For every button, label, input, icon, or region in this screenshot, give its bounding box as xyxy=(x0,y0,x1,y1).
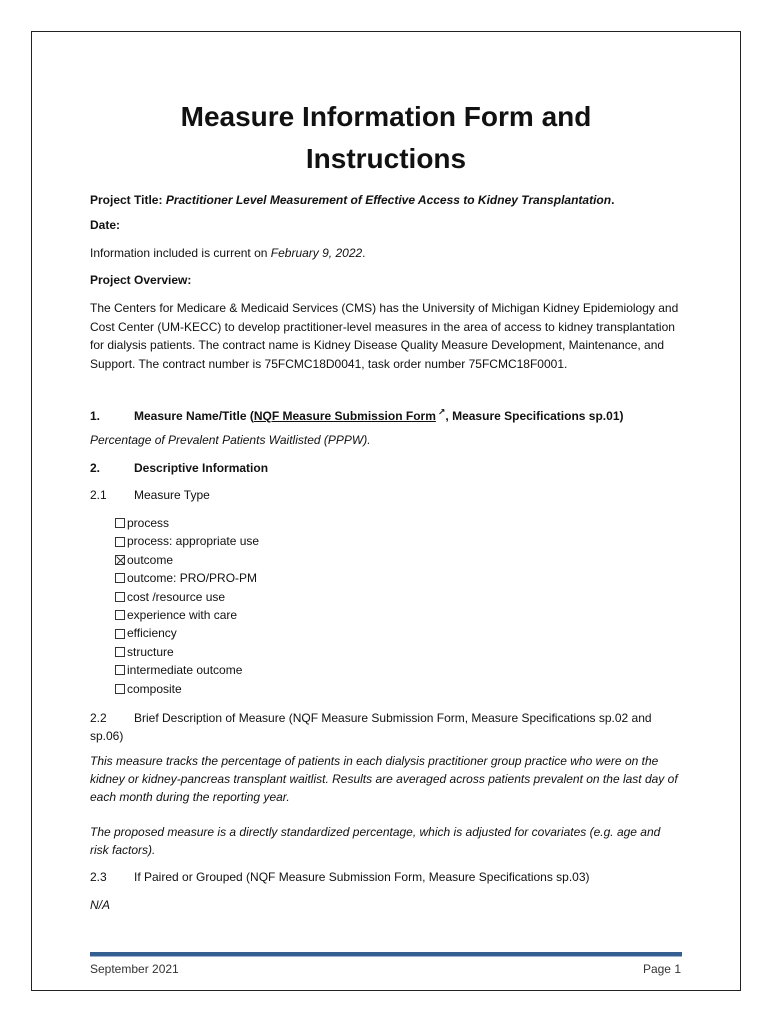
section-2-label: Descriptive Information xyxy=(134,461,269,475)
section-2-3-label: If Paired or Grouped (NQF Measure Submission Form, Measure Specifications sp.03) xyxy=(134,870,590,884)
overview-text: The Centers for Medicare & Medicaid Services (CMS) has the University of Michigan Kidney Epidemiology and Cost Center (UM-KECC) to develop practitioner-level measures in the area of access to kidney transplantation for dialysis patients. The contract name is Kidney Disease Quality Measure Development, Maintenance, and Support. The contract number is 75FCMC18D0041, task order number 75FCMC18F0001. xyxy=(90,301,679,371)
measure-type-checklist xyxy=(115,514,259,698)
measure-type-option[interactable] xyxy=(115,588,259,606)
section-1-value: Percentage of Prevalent Patients Waitlisted (PPPW). xyxy=(90,433,371,447)
footer-rule xyxy=(90,952,682,957)
measure-type-option[interactable] xyxy=(115,661,259,679)
measure-type-option[interactable] xyxy=(115,569,259,587)
section-2-2-number: 2.2 xyxy=(90,711,107,725)
info-current-prefix: Information included is current on xyxy=(90,246,268,260)
checkbox[interactable] xyxy=(115,629,125,639)
checkbox[interactable] xyxy=(115,610,125,620)
section-2-number: 2. xyxy=(90,461,101,475)
option-label: efficiency xyxy=(127,626,177,641)
measure-type-option[interactable] xyxy=(115,514,259,532)
info-current-suffix: . xyxy=(362,246,366,260)
project-title-line xyxy=(90,191,682,209)
option-label: composite xyxy=(127,681,182,696)
section-2-2-label: Brief Description of Measure (NQF Measure Submission Form, Measure Specifications sp.02 and sp.06) xyxy=(90,711,652,743)
external-link-icon[interactable]: ↗ xyxy=(437,407,446,417)
checkbox[interactable] xyxy=(115,573,125,583)
project-title-value: Practitioner Level Measurement of Effective Access to Kidney Transplantation xyxy=(165,193,612,207)
checkbox[interactable] xyxy=(115,684,125,694)
checkbox[interactable] xyxy=(115,518,125,528)
checkbox[interactable] xyxy=(115,647,125,657)
page-title xyxy=(90,96,682,180)
info-current-line xyxy=(90,244,682,262)
option-label: outcome: PRO/PRO-PM xyxy=(127,571,258,586)
project-title-label: Project Title: xyxy=(90,193,163,207)
option-label: process xyxy=(127,516,170,530)
footer-date: September 2021 xyxy=(90,962,179,976)
section-2-1-heading xyxy=(90,486,682,504)
checkbox[interactable] xyxy=(115,592,125,602)
option-label: experience with care xyxy=(127,607,238,622)
section-2-1-label: Measure Type xyxy=(134,488,210,502)
measure-type-option[interactable] xyxy=(115,606,259,624)
option-label: outcome xyxy=(127,552,174,567)
measure-type-option[interactable] xyxy=(115,532,259,550)
section-1-heading xyxy=(90,403,682,425)
option-label: cost /resource use xyxy=(127,589,226,604)
checkbox-checked[interactable] xyxy=(115,555,125,565)
measure-type-option[interactable] xyxy=(115,643,259,661)
section-2-3-heading xyxy=(90,868,682,886)
overview-label: Project Overview: xyxy=(90,273,192,287)
option-label: intermediate outcome xyxy=(127,663,243,678)
date-label: Date: xyxy=(90,218,121,232)
title-line-1: Measure Information Form and xyxy=(180,101,592,132)
section-1-number: 1. xyxy=(90,409,101,423)
nqf-form-link[interactable]: NQF Measure Submission Form xyxy=(253,409,436,423)
footer-page-number: Page 1 xyxy=(642,962,681,976)
option-label: process: appropriate use xyxy=(127,534,260,549)
section-1-label-suffix: , Measure Specifications sp.01) xyxy=(445,409,624,423)
project-title-period: . xyxy=(611,193,615,207)
section-2-2-heading xyxy=(90,709,682,745)
option-label: structure xyxy=(127,644,174,659)
section-2-2-para-2: The proposed measure is a directly standardized percentage, which is adjusted for covariates (e.g. age and risk factors). xyxy=(90,825,661,857)
section-2-3-value: N/A xyxy=(90,898,111,912)
section-1-label-prefix: Measure Name/Title ( xyxy=(134,409,254,423)
section-2-2-para-1: This measure tracks the percentage of patients in each dialysis practitioner group practice who were on the kidney or kidney-pancreas transplant waitlist. Results are averaged across patients prevalent on the last day of each month during the reporting year. xyxy=(90,754,678,804)
measure-type-option[interactable] xyxy=(115,551,259,569)
section-2-1-number: 2.1 xyxy=(90,488,107,502)
title-line-2: Instructions xyxy=(305,143,467,174)
section-2-heading xyxy=(90,459,682,477)
section-2-3-number: 2.3 xyxy=(90,870,107,884)
checkbox[interactable] xyxy=(115,665,125,675)
info-current-date: February 9, 2022 xyxy=(270,246,363,260)
measure-type-option[interactable] xyxy=(115,624,259,642)
measure-type-option[interactable] xyxy=(115,680,259,698)
checkbox[interactable] xyxy=(115,537,125,547)
